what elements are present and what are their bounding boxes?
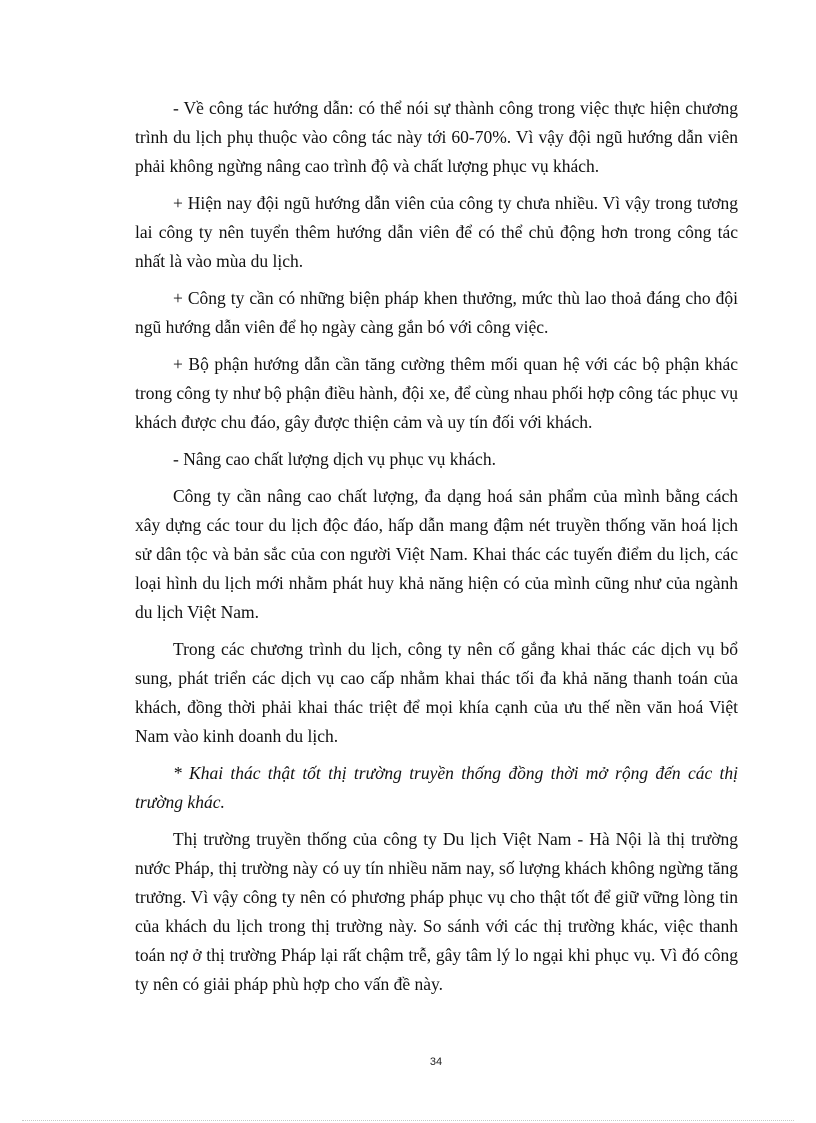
paragraph-guide-staff-recruitment: + Hiện nay đội ngũ hướng dẫn viên của công ty chưa nhiều. Vì vậy trong tương lai công ty nên tuyển thêm hướng dẫn viên để có thể chủ động hơn trong công tác nhất là vào mùa du lịch. <box>135 193 738 271</box>
paragraph-traditional-market: Thị trường truyền thống của công ty Du lịch Việt Nam - Hà Nội là thị trường nước Pháp, thị trường này có uy tín nhiều năm nay, số lượng khách không ngừng tăng trưởng. Vì vậy công ty nên có phương pháp phục vụ cho thật tốt để giữ vững lòng tin của khách du lịch trong thị trường này. So sánh với các thị trường khác, việc thanh toán nợ ở thị trường Pháp lại rất chậm trễ, gây tâm lý lo ngại khi phục vụ. Vì đó công ty nên có giải pháp phù hợp cho vấn đề này. <box>135 829 738 994</box>
page-bottom-divider <box>22 1120 794 1121</box>
paragraph-market-heading: * Khai thác thật tốt thị trường truyền thống đồng thời mở rộng đến các thị trường khác. <box>135 763 738 812</box>
page-body <box>135 94 738 1007</box>
paragraph-supplementary-services: Trong các chương trình du lịch, công ty nên cố gắng khai thác các dịch vụ bổ sung, phát triển các dịch vụ cao cấp nhằm khai thác tối đa khả năng thanh toán của khách, đồng thời phải khai thác triệt để mọi khía cạnh của ưu thế nền văn hoá Việt Nam vào kinh doanh du lịch. <box>135 639 738 746</box>
paragraph-guide-rewards: + Công ty cần có những biện pháp khen thưởng, mức thù lao thoả đáng cho đội ngũ hướng dẫn viên để họ ngày càng gắn bó với công việc. <box>135 288 738 337</box>
paragraph-tour-guide-work: - Về công tác hướng dẫn: có thể nói sự thành công trong việc thực hiện chương trình du lịch phụ thuộc vào công tác này tới 60-70%. Vì vậy đội ngũ hướng dẫn viên phải không ngừng nâng cao trình độ và chất lượng phục vụ khách. <box>135 98 738 176</box>
paragraph-guide-department-relations: + Bộ phận hướng dẫn cần tăng cường thêm mối quan hệ với các bộ phận khác trong công ty như bộ phận điều hành, đội xe, để cùng nhau phối hợp công tác phục vụ khách được chu đáo, gây được thiện cảm và uy tín đối với khách. <box>135 354 738 432</box>
page-number: 34 <box>429 1056 443 1068</box>
paragraph-service-quality-heading: - Nâng cao chất lượng dịch vụ phục vụ khách. <box>173 449 496 469</box>
paragraph-product-diversification: Công ty cần nâng cao chất lượng, đa dạng hoá sản phẩm của mình bằng cách xây dựng các tour du lịch độc đáo, hấp dẫn mang đậm nét truyền thống văn hoá lịch sử dân tộc và bản sắc của con người Việt Nam. Khai thác các tuyến điểm du lịch, các loại hình du lịch mới nhằm phát huy khả năng hiện có của mình cũng như của ngành du lịch Việt Nam. <box>135 486 738 622</box>
